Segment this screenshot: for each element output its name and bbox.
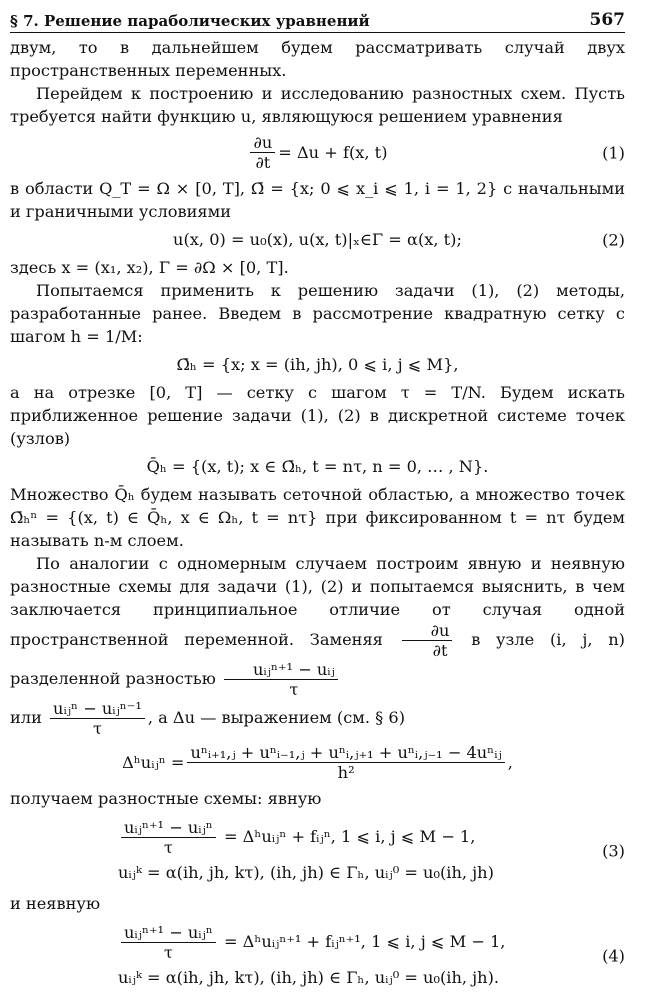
equation-text: = Δu + f(x, t) [278,143,388,162]
equation-1 [10,133,625,172]
equation-2 [10,228,625,251]
fraction: $\frac{\text{uⁿᵢ₊₁,ⱼ + uⁿᵢ₋₁,ⱼ + uⁿᵢ,ⱼ₊₁ + uⁿᵢ,ⱼ₋₁ − 4uⁿᵢⱼ}}{\text{h²}}$ [187,743,504,782]
fraction: $\frac{\text{uᵢⱼⁿ⁺¹ − uᵢⱼ}}{\tau}$ [224,660,338,699]
fraction: $\frac{\text{uᵢⱼⁿ⁺¹ − uᵢⱼⁿ}}{\tau}$ [121,923,216,962]
running-head [10,4,625,33]
fraction: $\frac{\text{uᵢⱼⁿ − uᵢⱼⁿ⁻¹}}{\tau}$ [50,699,145,738]
paragraph: двум, то в дальнейшем будем рассматривать случай двух пространственных переменных. [10,38,625,80]
equation-text: Q̄ₕ = {(x, t); x ∈ Ω̄ₕ, t = nτ, n = 0, … , N}. [146,457,489,476]
fraction: $\frac{\text{uᵢⱼⁿ⁺¹ − uᵢⱼⁿ}}{\tau}$ [121,818,216,857]
fraction: $\frac{\partial u}{\partial t}$ [250,133,275,172]
paragraph: или $\frac{\text{uᵢⱼⁿ − uᵢⱼⁿ⁻¹}}{\tau}$ , а Δu — выражением (см. § 6) [10,699,406,738]
paragraph: и неявную [10,894,101,913]
section-title: § 7. Решение параболических уравнений [10,12,370,30]
paragraph: здесь x = (x₁, x₂), Γ = ∂Ω × [0, T]. [10,258,289,277]
equation-laplacian: Δʰuᵢⱼⁿ = $\frac{\text{uⁿᵢ₊₁,ⱼ + uⁿᵢ₋₁,ⱼ + uⁿᵢ,ⱼ₊₁ + uⁿᵢ,ⱼ₋₁ − 4uⁿᵢⱼ}}{\text{h²}}$ , [122,743,513,782]
equation-3-system: $\frac{\text{uᵢⱼⁿ⁺¹ − uᵢⱼⁿ}}{\tau}$ = Δʰuᵢⱼⁿ + fᵢⱼⁿ, 1 ⩽ i, j ⩽ M − 1, uᵢⱼᵏ = α(ih, jh, kτ), (ih, jh) ∈ Γₕ, uᵢⱼ⁰ = u₀(ih, jh) (3) [118,818,625,882]
paragraph: а на отрезке [0, T] — сетку с шагом τ = T/N. Будем искать приближенное решение задачи (1), (2) в дискретной системе точек (узлов) [10,383,625,448]
paragraph: Множество Q̄ₕ будем называть сеточной областью, а множество точек Ω̄ₕⁿ = {(x, t) ∈ Q̄ₕ, x ∈ Ωₕ, t = nτ} при фиксированном t = nτ будем называть n-м слоем. [10,485,625,550]
equation-grid [10,353,625,376]
paragraph: Перейдем к построению и исследованию разностных схем. Пусть требуется найти функцию u, являющуюся решением уравнения [10,84,625,126]
equation-4-system: $\frac{\text{uᵢⱼⁿ⁺¹ − uᵢⱼⁿ}}{\tau}$ = Δʰuᵢⱼⁿ⁺¹ + fᵢⱼⁿ⁺¹, 1 ⩽ i, j ⩽ M − 1, uᵢⱼᵏ = α(ih, jh, kτ), (ih, jh) ∈ Γₕ, uᵢⱼ⁰ = u₀(ih, jh). (4) [118,923,625,987]
equation-text: Ω̄ₕ = {x; x = (ih, jh), 0 ⩽ i, j ⩽ M}, [176,355,459,374]
paragraph: в области Q_T = Ω × [0, T], Ω̄ = {x; 0 ⩽ x_i ⩽ 1, i = 1, 2} с начальными и граничными условиями [10,179,625,221]
equation-text: Δʰuᵢⱼⁿ = [122,753,185,772]
paragraph: получаем разностные схемы: явную [10,789,322,808]
paragraph: Попытаемся применить к решению задачи (1), (2) методы, разработанные ранее. Введем в рассмотрение квадратную сетку с шагом h = 1/M: [10,281,625,346]
equation-number: (3) [602,841,625,861]
page-body [10,36,625,997]
equation-text: u(x, 0) = u₀(x), u(x, t)|ₓ∈Γ = α(x, t); [173,230,462,249]
equation-number: (1) [602,143,625,162]
equation-number: (4) [602,946,625,966]
fraction: $\frac{\partial u}{\partial t}$ [402,621,453,660]
equation-number: (2) [602,230,625,249]
page-number: 567 [589,10,625,30]
paragraph: По аналогии с одномерным случаем построим явную и неявную разностные схемы для задачи (1), (2) и попытаемся выяснить, в чем заключается принципиальное отличие от случая одной пространственной переменной. Заменяя $\frac{\partial u}{\partial t}$ в узле (i, j, n) разделенной разностью $\frac{\text{uᵢⱼⁿ⁺¹ − uᵢⱼ}}{\tau}$ [10,554,626,699]
equation-grid-region [10,455,625,478]
